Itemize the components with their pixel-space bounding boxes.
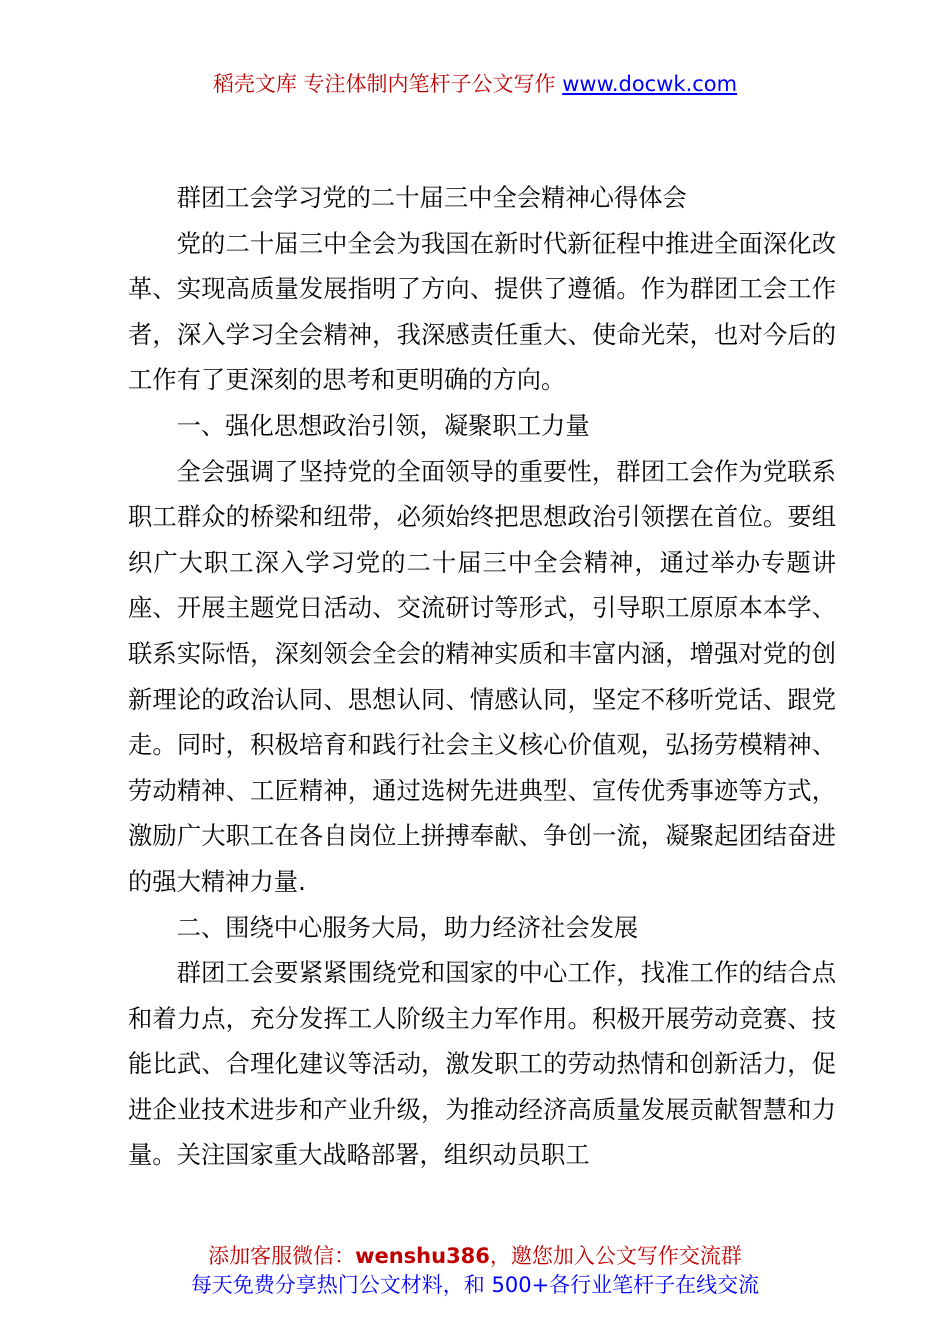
paragraph-intro: 党的二十届三中全会为我国在新时代新征程中推进全面深化改革、实现高质量发展指明了方向、提供了遵循。作为群团工会工作者，深入学习全会精神，我深感责任重大、使命光荣，也对今后的工作有了更深刻的思考和更明确的方向。 (128, 228, 836, 395)
document-title: 群团工会学习党的二十届三中全会精神心得体会 (176, 183, 687, 212)
paragraph-section-2: 群团工会要紧紧围绕党和国家的中心工作，找准工作的结合点和着力点，充分发挥工人阶级主力军作用。积极开展劳动竞赛、技能比武、合理化建议等活动，激发职工的劳动热情和创新活力，促进企业技术进步和产业升级，为推动经济高质量发展贡献智慧和力量。关注国家重大战略部署，组织动员职工 (128, 958, 836, 1170)
header-brand-text: 稻壳文库 专注体制内笔杆子公文写作 (212, 72, 563, 96)
footer-contact-prefix: 添加客服微信： (208, 1244, 356, 1268)
section-heading-2: 二、围绕中心服务大局，助力经济社会发展 (176, 912, 639, 942)
header-website-link[interactable]: www.docwk.com (562, 72, 738, 96)
paragraph-section-1: 全会强调了坚持党的全面领导的重要性，群团工会作为党联系职工群众的桥梁和纽带，必须始终把思想政治引领摆在首位。要组织广大职工深入学习党的二十届三中全会精神，通过举办专题讲座、开展主题党日活动、交流研讨等形式，引导职工原原本本学、联系实际悟，深刻领会全会的精神实质和丰富内涵，增强对党的创新理论的政治认同、思想认同、情感认同，坚定不移听党话、跟党走。同时，积极培育和践行社会主义核心价值观，弘扬劳模精神、劳动精神、工匠精神，通过选树先进典型、宣传优秀事迹等方式，激励广大职工在各自岗位上拼搏奉献、争创一流，凝聚起团结奋进的强大精神力量. (128, 456, 836, 896)
page-footer (0, 1242, 950, 1300)
page-header (0, 70, 950, 98)
footer-contact-suffix: ，邀您加入公文写作交流群 (489, 1244, 742, 1268)
document-body (128, 175, 836, 1178)
footer-promo-line: 每天免费分享热门公文材料，和 500+各行业笔杆子在线交流 (190, 1273, 760, 1297)
section-heading-1: 一、强化思想政治引领，凝聚职工力量 (176, 410, 590, 440)
footer-contact-line (0, 1242, 950, 1271)
footer-wechat-id: wenshu386 (355, 1244, 490, 1268)
